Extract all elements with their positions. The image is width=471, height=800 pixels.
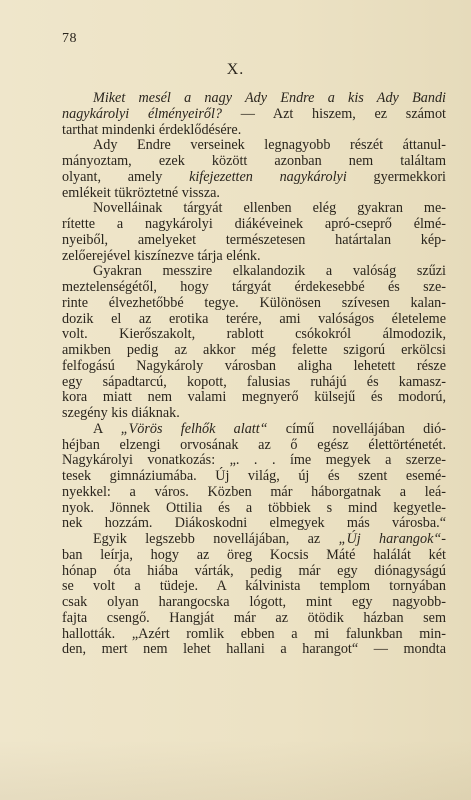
text-line <box>62 249 446 265</box>
text-segment: A <box>93 420 121 437</box>
italic-text: Miket mesél a nagy Ady Endre a kis Ady Bandi <box>93 90 446 106</box>
text-line <box>62 438 446 454</box>
text-segment: tarthat mindenki érdeklődésére. <box>62 121 242 138</box>
text-segment: olyant, amely <box>62 168 190 185</box>
italic-text: „Új harangok“ <box>338 531 442 547</box>
text-segment: felfogású Nagykároly városban aligha lehetett része <box>62 357 446 374</box>
text-line <box>62 343 446 359</box>
text-line <box>62 186 446 202</box>
text-segment: den, mert nem lehet hallani a harangot“ — mondta <box>62 641 446 658</box>
text-segment: Gyakran messzire elkalandozik a valóság szűzi <box>93 263 446 280</box>
text-segment: nyekkel: a város. Közben már háborgatnak a leá- <box>62 483 446 500</box>
text-segment: tesek gimnáziumába. Új világ, új és szent esemé- <box>62 468 446 484</box>
text-line <box>62 469 446 485</box>
text-segment: volt. Kierőszakolt, rablott csókokról álmodozik, <box>62 326 446 343</box>
text-segment: Novelláinak tárgyát ellenben elég gyakran me- <box>93 200 446 217</box>
text-line <box>62 406 446 422</box>
text-line <box>62 280 446 296</box>
text-segment: amikben pedig az akkor még felette szigorú erkölcsi <box>62 342 446 358</box>
page-number: 78 <box>62 31 77 46</box>
text-segment: nyok. Jönnek Ottilia és a többiek s mind kegyetle- <box>62 499 446 516</box>
text-line <box>62 627 446 643</box>
text-line <box>62 296 446 312</box>
chapter-heading: X. <box>226 61 245 78</box>
text-segment: emlékeit tükröztetné vissza. <box>62 184 220 201</box>
text-line <box>62 170 446 186</box>
text-line <box>62 548 446 564</box>
text-line <box>62 642 446 658</box>
italic-text: kifejezetten nagykárolyi <box>189 168 347 185</box>
text-line <box>62 138 446 154</box>
text-segment: csak olyan harangocska lógott, mint egy nagyobb- <box>62 594 446 610</box>
text-line <box>62 564 446 580</box>
text-line <box>62 123 446 139</box>
text-segment: rinte élvezhetőbbé tegye. Különösen szívesen kalan- <box>62 294 446 311</box>
text-segment: se volt a tüdeje. A kálvinista templom tornyában <box>62 578 446 595</box>
text-line <box>62 107 446 123</box>
text-line <box>62 91 446 107</box>
text-segment: szegény kis diáknak. <box>62 405 180 421</box>
text-line <box>62 217 446 233</box>
text-segment: hónap óta hiába várták, pedig már egy diónagyságú <box>62 562 446 579</box>
text-line <box>62 516 446 532</box>
page-shading <box>0 740 471 800</box>
text-line <box>62 611 446 627</box>
text-segment: Ady Endre verseinek legnagyobb részét áttanul- <box>93 137 446 154</box>
text-line <box>62 312 446 328</box>
text-segment: héjban elzengi orvosának az ő egész élettörténetét. <box>62 436 446 453</box>
text-line <box>62 595 446 611</box>
text-segment: ban leírja, hogy az öreg Kocsis Máté halálát két <box>62 546 446 563</box>
text-line <box>62 154 446 170</box>
text-segment: zelőerejével kiszínezve tárja elénk. <box>62 247 261 264</box>
text-line <box>62 485 446 501</box>
text-segment: fajta csengő. Hangját már az ötödik házban sem <box>62 609 446 626</box>
text-segment: gyermekkori <box>346 168 446 185</box>
italic-text: nagykárolyi élményeiről? <box>62 105 223 122</box>
text-segment: - <box>441 531 446 547</box>
text-line <box>62 201 446 217</box>
text-line <box>62 327 446 343</box>
text-segment: nek hozzám. Diákoskodni elmegyek más városba.“ <box>62 515 446 532</box>
text-line <box>62 390 446 406</box>
text-segment: kora miatt nem valami megnyerő külsejű és modorú, <box>62 389 446 406</box>
text-line <box>62 359 446 375</box>
text-segment: mányoztam, ezek között azonban nem találtam <box>62 153 446 169</box>
text-segment: dozik el az erotika terére, ami valóságos életeleme <box>62 310 446 327</box>
text-line <box>62 422 446 438</box>
text-segment: hallották. „Azért romlik ebben a mi falunkban min- <box>62 625 446 642</box>
text-line <box>62 264 446 280</box>
text-segment: meztelenségétől, hogy tárgyát érdekesebbé és sze- <box>62 279 446 295</box>
text-segment: rítette a nagykárolyi diákéveinek apró-cseprő élmé- <box>62 216 446 232</box>
text-line <box>62 579 446 595</box>
text-segment: egy sápadtarcú, kopott, falusias ruhájú és kamasz- <box>62 373 446 390</box>
text-line <box>62 453 446 469</box>
text-line <box>62 375 446 391</box>
text-segment: Egyik legszebb novellájában, az <box>93 531 339 547</box>
body-text <box>62 91 446 658</box>
text-line <box>62 501 446 517</box>
italic-text: „Vörös felhők alatt“ <box>120 420 268 437</box>
text-line <box>62 233 446 249</box>
text-line <box>62 532 446 548</box>
text-segment: nyeiből, amelyeket természetesen határtalan kép- <box>62 231 446 248</box>
text-segment: Nagykárolyi vonatkozás: „. . . íme megyek a szerze- <box>62 452 446 469</box>
text-segment: — Azt hiszem, ez számot <box>222 105 446 122</box>
text-segment: című novellájában dió- <box>267 420 446 437</box>
